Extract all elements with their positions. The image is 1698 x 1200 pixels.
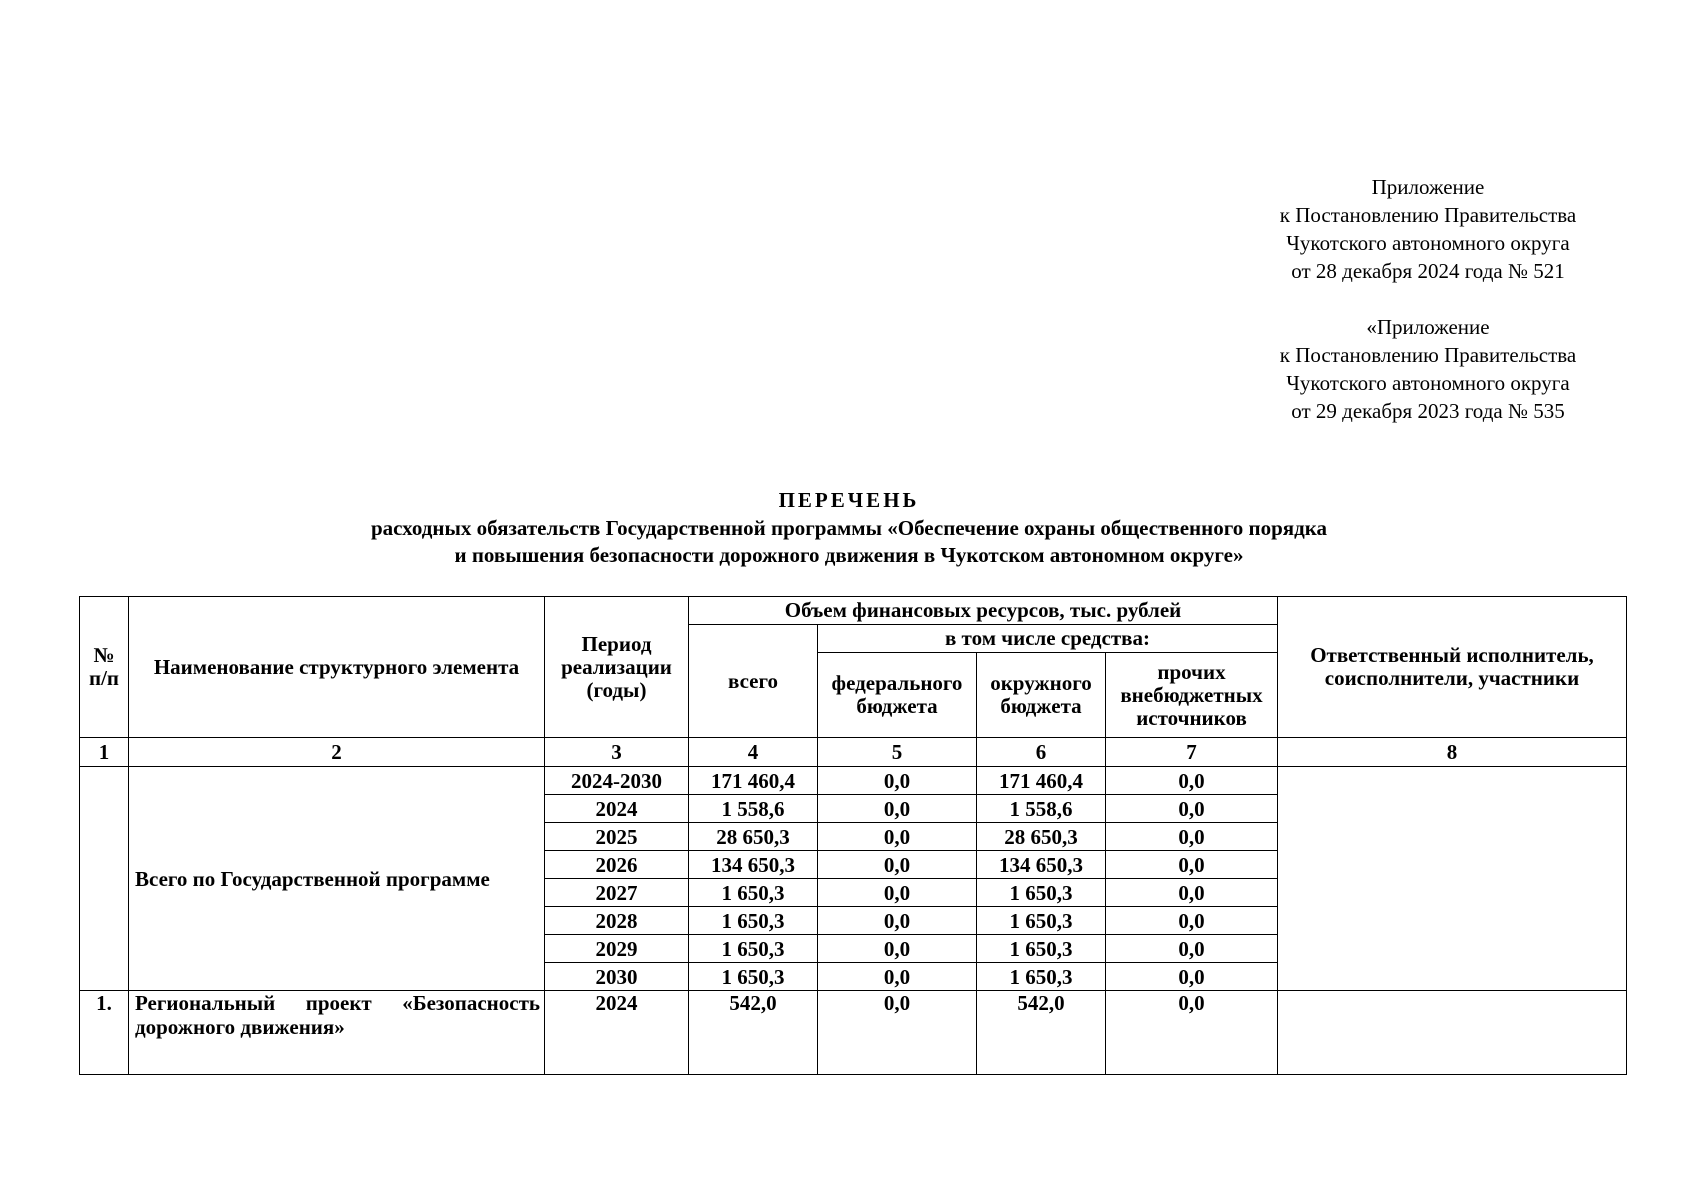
header-including: в том числе средства:	[818, 625, 1278, 653]
period-cell: 2025	[545, 823, 689, 851]
total-cell: 28 650,3	[689, 823, 818, 851]
federal-cell: 0,0	[818, 991, 977, 1075]
total-cell: 1 650,3	[689, 879, 818, 907]
district-cell: 1 650,3	[977, 907, 1106, 935]
header-district: окружного бюджета	[977, 653, 1106, 738]
appendix-line: к Постановлению Правительства	[1279, 343, 1577, 367]
appendix-current	[1228, 173, 1628, 285]
appendix-line: Чукотского автономного округа	[1286, 371, 1570, 395]
column-number: 4	[689, 738, 818, 767]
program-num-cell	[80, 767, 129, 991]
header-volume: Объем финансовых ресурсов, тыс. рублей	[689, 597, 1278, 625]
federal-cell: 0,0	[818, 907, 977, 935]
header-name: Наименование структурного элемента	[129, 597, 545, 738]
total-cell: 542,0	[689, 991, 818, 1075]
header-other: прочих внебюджетных источников	[1106, 653, 1278, 738]
program-responsible-cell	[1278, 767, 1627, 991]
other-cell: 0,0	[1106, 795, 1278, 823]
expenditure-table	[79, 596, 1627, 1075]
other-cell: 0,0	[1106, 907, 1278, 935]
column-number: 8	[1278, 738, 1627, 767]
other-cell: 0,0	[1106, 823, 1278, 851]
appendix-line: Приложение	[1371, 175, 1485, 199]
period-cell: 2026	[545, 851, 689, 879]
period-cell: 2027	[545, 879, 689, 907]
period-cell: 2024	[545, 795, 689, 823]
district-cell: 134 650,3	[977, 851, 1106, 879]
total-cell: 171 460,4	[689, 767, 818, 795]
other-cell: 0,0	[1106, 991, 1278, 1075]
table-row	[80, 991, 1627, 1075]
column-numbers-row	[80, 738, 1627, 767]
other-cell: 0,0	[1106, 767, 1278, 795]
header-num: № п/п	[80, 597, 129, 738]
district-cell: 28 650,3	[977, 823, 1106, 851]
federal-cell: 0,0	[818, 795, 977, 823]
document-title-line-2: и повышения безопасности дорожного движения в Чукотском автономном округе»	[454, 543, 1244, 567]
federal-cell: 0,0	[818, 823, 977, 851]
period-cell: 2024-2030	[545, 767, 689, 795]
federal-cell: 0,0	[818, 767, 977, 795]
other-cell: 0,0	[1106, 963, 1278, 991]
column-number: 6	[977, 738, 1106, 767]
program-total-name: Всего по Государственной программе	[129, 767, 545, 991]
header-total: всего	[689, 625, 818, 738]
district-cell: 542,0	[977, 991, 1106, 1075]
total-cell: 1 650,3	[689, 935, 818, 963]
appendix-line: от 28 декабря 2024 года № 521	[1291, 259, 1565, 283]
project-name: Региональный проект «Безопасность дорожного движения»	[129, 991, 545, 1075]
federal-cell: 0,0	[818, 963, 977, 991]
period-cell: 2030	[545, 963, 689, 991]
appendix-line: к Постановлению Правительства	[1279, 203, 1577, 227]
other-cell: 0,0	[1106, 935, 1278, 963]
district-cell: 1 650,3	[977, 879, 1106, 907]
column-number: 7	[1106, 738, 1278, 767]
appendix-line: «Приложение	[1366, 315, 1490, 339]
total-cell: 1 650,3	[689, 963, 818, 991]
period-cell: 2029	[545, 935, 689, 963]
column-number: 2	[129, 738, 545, 767]
header-period: Период реализации (годы)	[545, 597, 689, 738]
appendix-previous	[1228, 313, 1628, 425]
column-number: 1	[80, 738, 129, 767]
column-number: 5	[818, 738, 977, 767]
total-cell: 1 558,6	[689, 795, 818, 823]
header-responsible: Ответственный исполнитель, соисполнители, участники	[1278, 597, 1627, 738]
federal-cell: 0,0	[818, 879, 977, 907]
period-cell: 2024	[545, 991, 689, 1075]
responsible-cell	[1278, 991, 1627, 1075]
document-heading: ПЕРЕЧЕНЬ	[778, 488, 920, 512]
period-cell: 2028	[545, 907, 689, 935]
district-cell: 1 558,6	[977, 795, 1106, 823]
row-num-cell: 1.	[80, 991, 129, 1075]
district-cell: 1 650,3	[977, 963, 1106, 991]
appendix-line: от 29 декабря 2023 года № 535	[1291, 399, 1565, 423]
district-cell: 1 650,3	[977, 935, 1106, 963]
column-number: 3	[545, 738, 689, 767]
other-cell: 0,0	[1106, 851, 1278, 879]
district-cell: 171 460,4	[977, 767, 1106, 795]
appendix-line: Чукотского автономного округа	[1286, 231, 1570, 255]
total-cell: 134 650,3	[689, 851, 818, 879]
header-federal: федерального бюджета	[818, 653, 977, 738]
total-cell: 1 650,3	[689, 907, 818, 935]
federal-cell: 0,0	[818, 935, 977, 963]
other-cell: 0,0	[1106, 879, 1278, 907]
federal-cell: 0,0	[818, 851, 977, 879]
document-title-line-1: расходных обязательств Государственной программы «Обеспечение охраны общественного порядка	[370, 516, 1328, 540]
table-row	[80, 767, 1627, 795]
